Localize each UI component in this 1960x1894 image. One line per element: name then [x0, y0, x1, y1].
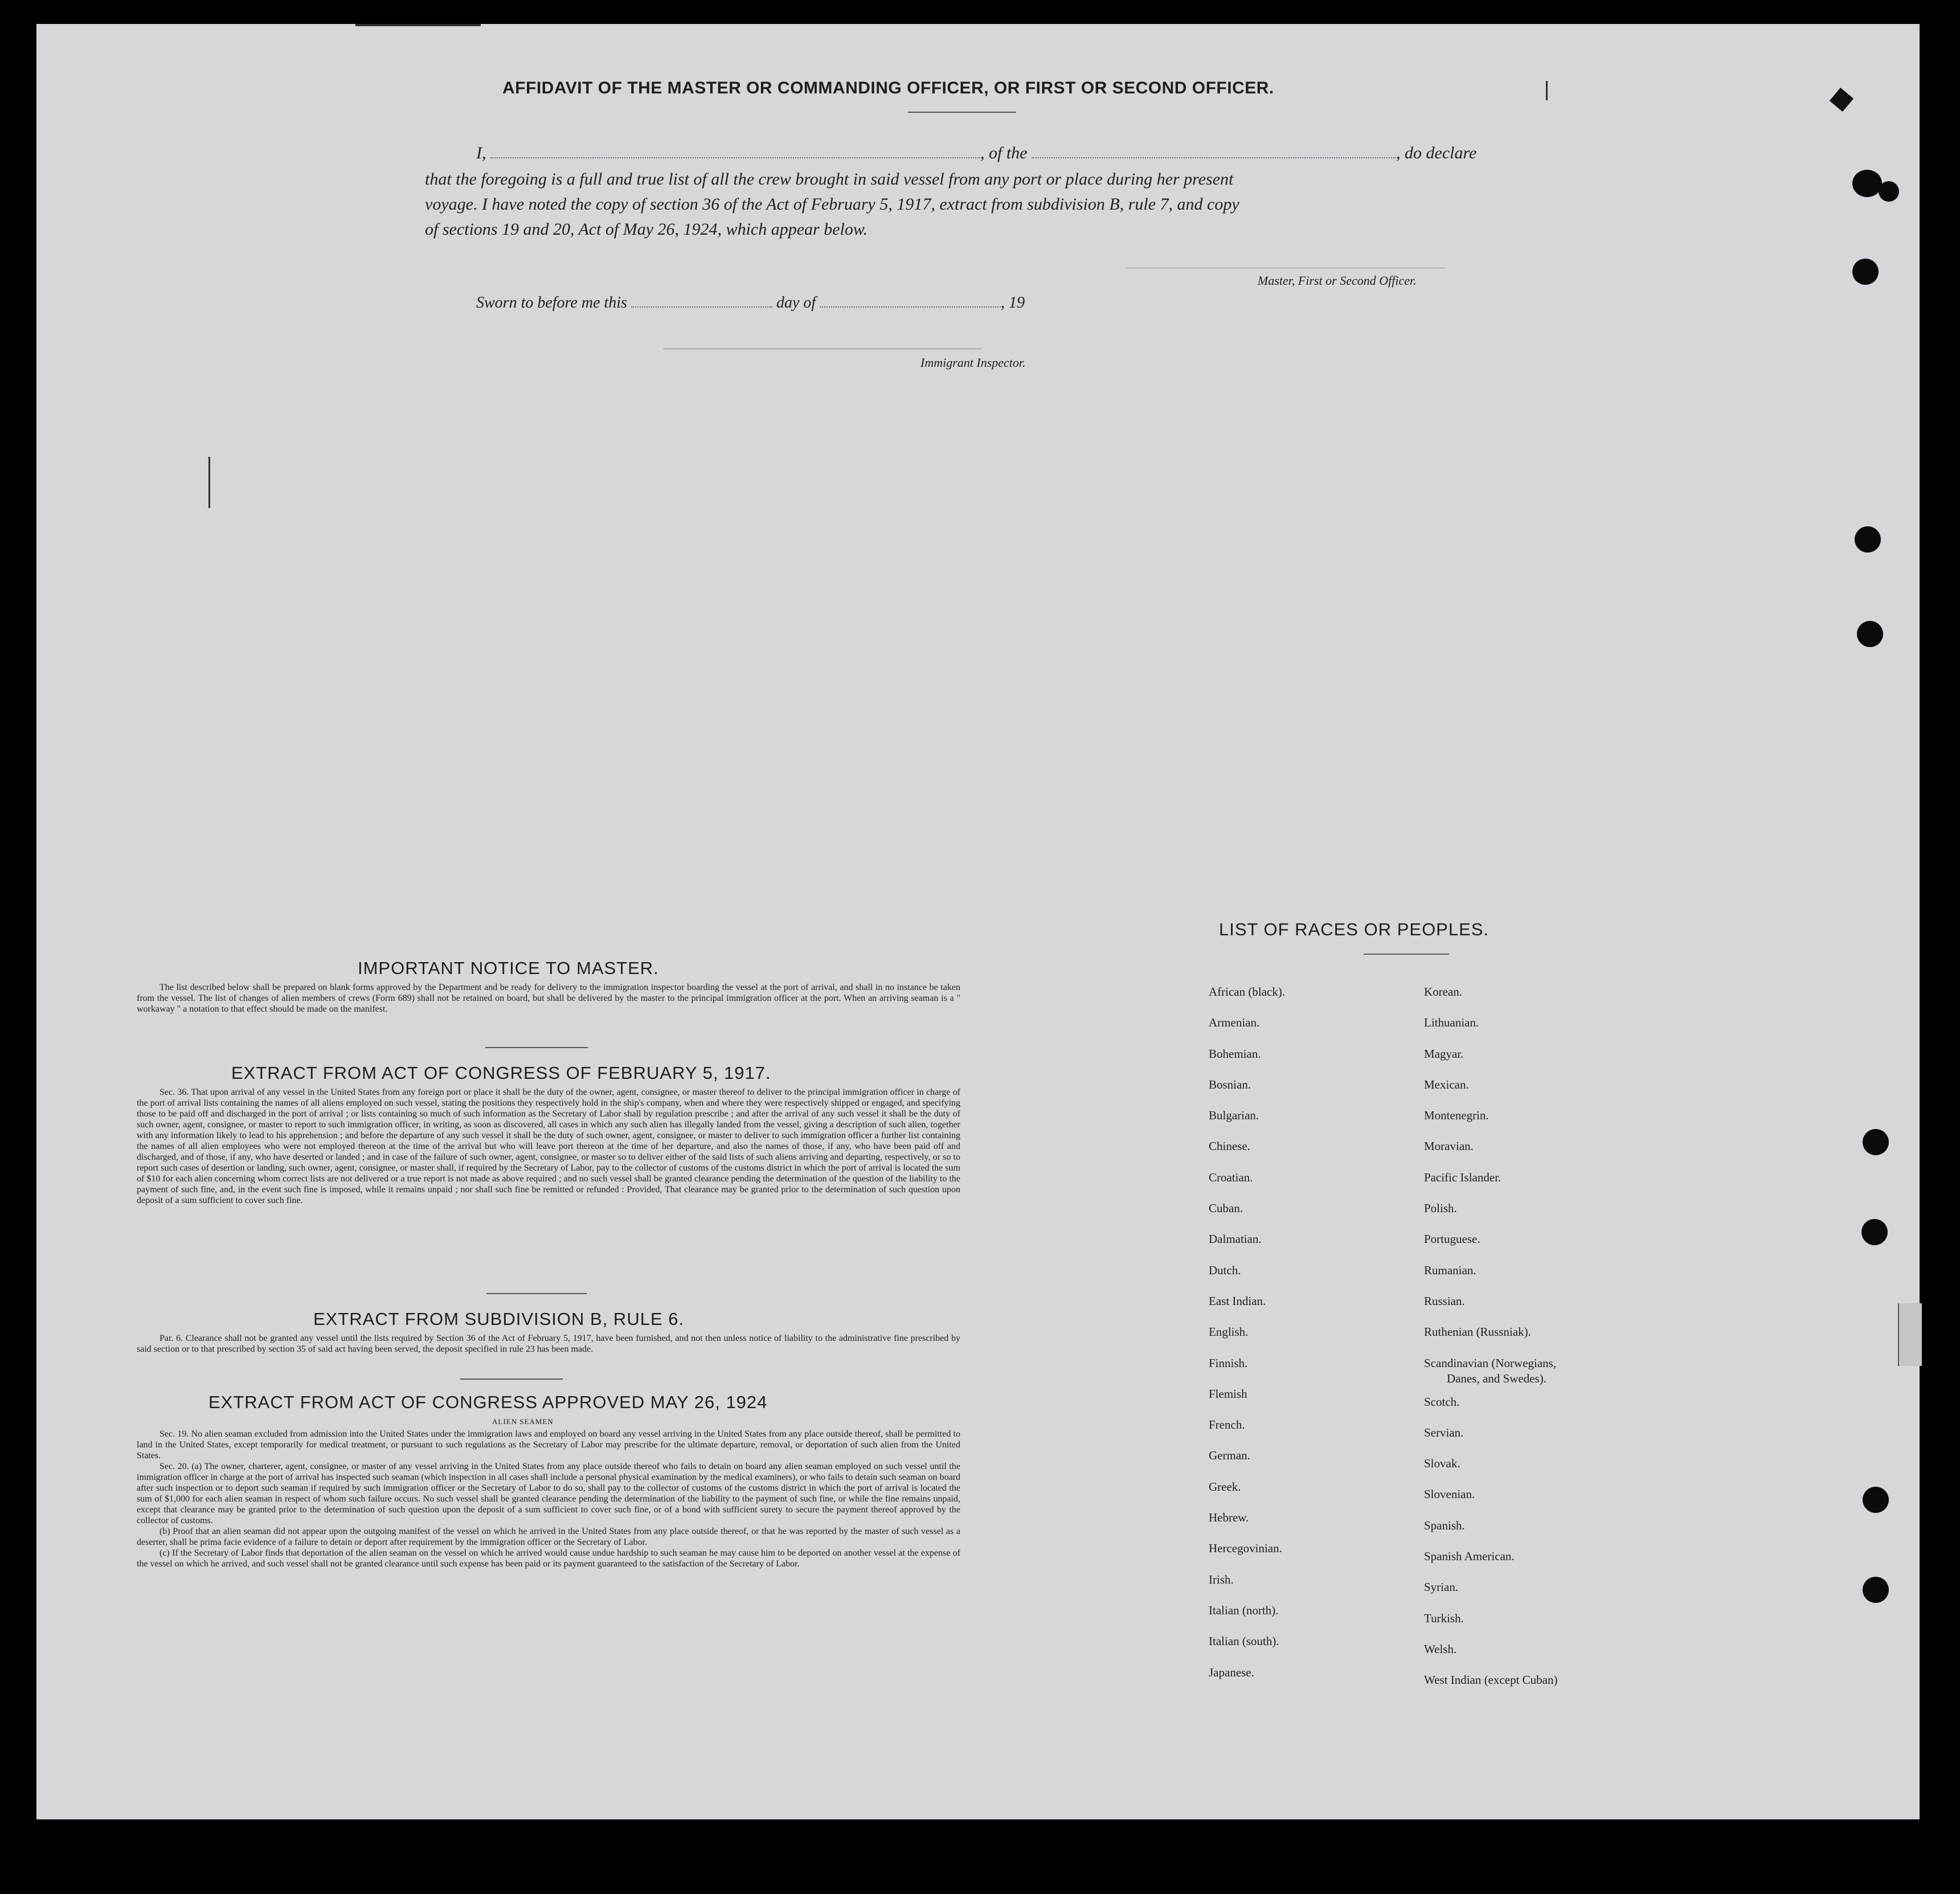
- races-left-column: [1209, 976, 1285, 1688]
- race-item: Bosnian.: [1209, 1077, 1251, 1091]
- punch-hole: [1857, 621, 1883, 647]
- race-item-continuation: Danes, and Swedes).: [1447, 1371, 1546, 1385]
- extract-1924-title: EXTRACT FROM ACT OF CONGRESS APPROVED MAY 26, 1924: [208, 1392, 768, 1412]
- affidavit-line-4: of sections 19 and 20, Act of May 26, 1924, which appear below.: [425, 220, 868, 239]
- extract-rule6-rule: [460, 1378, 563, 1380]
- race-item: Lithuanian.: [1424, 1016, 1479, 1030]
- sec-20b-text: (b) Proof that an alien seaman did not appear upon the outgoing manifest of the vessel on which he arrived in the United States from any place outside thereof, or that he was reported by the master of such vessel as a deserter, shall be prima facie evidence of a failure to detain or deport after requirement by the immigration officer or the Secretary of Labor.: [137, 1527, 960, 1547]
- sworn-line: [476, 294, 1025, 312]
- affidavit-line-1: [476, 144, 1476, 163]
- extract-1924-body: [137, 1429, 960, 1569]
- race-item: [1424, 1348, 1557, 1386]
- extract-rule6-title: EXTRACT FROM SUBDIVISION B, RULE 6.: [313, 1309, 685, 1329]
- punch-hole: [1863, 1487, 1889, 1513]
- race-item: Montenegrin.: [1424, 1108, 1489, 1123]
- declarant-prefix: I,: [476, 144, 486, 162]
- affidavit-line-3: voyage. I have noted the copy of section 36 of the Act of February 5, 1917, extract from subdivision B, rule 7, and copy: [425, 195, 1239, 214]
- race-item-line: Scandinavian (Norwegians,: [1424, 1356, 1557, 1370]
- affidavit-title-rule: [908, 112, 1016, 113]
- punch-hole: [1861, 1219, 1888, 1245]
- race-item: Bulgarian.: [1209, 1108, 1259, 1123]
- race-item: Portuguese.: [1424, 1232, 1480, 1246]
- affidavit-title: AFFIDAVIT OF THE MASTER OR COMMANDING OFFICER, OR FIRST OR SECOND OFFICER.: [502, 79, 1274, 97]
- race-item: Irish.: [1209, 1572, 1234, 1586]
- race-item: Chinese.: [1209, 1139, 1250, 1153]
- declarant-name-field[interactable]: [490, 157, 980, 158]
- race-item: Italian (south).: [1209, 1634, 1279, 1648]
- race-item: Bohemian.: [1209, 1046, 1261, 1061]
- top-pen-mark: [1546, 81, 1548, 100]
- race-item: Spanish.: [1424, 1518, 1465, 1532]
- race-item: Finnish.: [1209, 1356, 1248, 1370]
- race-item: Cuban.: [1209, 1201, 1243, 1216]
- do-declare-label: , do declare: [1396, 144, 1477, 162]
- sworn-month-field[interactable]: [820, 306, 1001, 308]
- extract-1924-subtitle: ALIEN SEAMEN: [492, 1417, 554, 1426]
- race-item: Servian.: [1424, 1425, 1464, 1439]
- race-item: Russian.: [1424, 1294, 1465, 1308]
- race-item: Ruthenian (Russniak).: [1424, 1325, 1531, 1339]
- race-item: African (black).: [1209, 985, 1286, 999]
- torn-edge-notch: [1898, 1303, 1922, 1366]
- punch-hole: [1863, 1577, 1889, 1603]
- race-item: Italian (north).: [1209, 1603, 1279, 1617]
- sec-19-text: Sec. 19. No alien seaman excluded from admission into the United States under the immigration laws and employed on board any vessel arriving in the United States from any place outside thereof, shall be permitted to land in the United States, except temporarily for medical treatment, or pursuant to such regulations as the Secretary of Labor may prescribe for the ultimate departure, removal, or deportation of such alien from the United States.: [137, 1429, 960, 1461]
- margin-tick-mark: [208, 457, 210, 508]
- race-item: Mexican.: [1424, 1077, 1469, 1091]
- race-item: Dalmatian.: [1209, 1232, 1262, 1246]
- race-item: Hercegovinian.: [1209, 1541, 1282, 1556]
- race-item: Hebrew.: [1209, 1511, 1249, 1525]
- race-item: Croatian.: [1209, 1170, 1253, 1184]
- race-item: Rumanian.: [1424, 1263, 1476, 1277]
- vessel-name-field[interactable]: [1032, 157, 1396, 158]
- notice-rule: [485, 1047, 588, 1048]
- of-the-label: , of the: [980, 144, 1028, 162]
- document-page: [36, 24, 1920, 1819]
- master-signature-label: Master, First or Second Officer.: [1258, 273, 1417, 288]
- race-item: Greek.: [1209, 1479, 1241, 1494]
- race-item: Slovenian.: [1424, 1487, 1475, 1502]
- punch-hole: [1852, 170, 1882, 197]
- notice-title: IMPORTANT NOTICE TO MASTER.: [358, 958, 659, 978]
- race-item: Scotch.: [1424, 1394, 1460, 1409]
- punch-hole: [1879, 181, 1899, 202]
- race-item: Flemish: [1209, 1386, 1247, 1401]
- extract-1917-rule: [486, 1293, 587, 1294]
- race-item: Welsh.: [1424, 1642, 1457, 1656]
- race-item: Japanese.: [1209, 1665, 1254, 1679]
- notice-body: The list described below shall be prepared on blank forms approved by the Department and be ready for delivery to the immigration inspector boarding the vessel at the port of arrival, and shall in no instance be taken from the vessel. The list of changes of alien members of crews (Form 689) shall not be retained on board, but shall be delivered by the master to the principal immigration officer at the port. When an arriving seaman is a " workaway " a notation to that effect should be made on the manifest.: [137, 983, 960, 1014]
- races-right-column: [1424, 976, 1557, 1696]
- race-item: English.: [1209, 1325, 1249, 1339]
- race-item: Korean.: [1424, 985, 1463, 999]
- year-prefix-label: , 19: [1001, 294, 1025, 312]
- extract-rule6-body: Par. 6. Clearance shall not be granted any vessel until the lists required by Section 36 of the Act of February 5, 1917, have been furnished, and not then unless notice of liability to the administrative fine prescribed by said section or to that prescribed by section 35 of said act having been served, the deposit specified in rule 23 has been made.: [137, 1333, 960, 1354]
- corner-ink-mark: [1830, 88, 1853, 112]
- sworn-day-field[interactable]: [631, 306, 772, 308]
- sworn-label: Sworn to before me this: [476, 294, 627, 312]
- race-item: East Indian.: [1209, 1294, 1266, 1308]
- races-title-rule: [1364, 954, 1449, 955]
- race-item: Polish.: [1424, 1201, 1457, 1216]
- sec-20c-text: (c) If the Secretary of Labor finds that deportation of the alien seaman on the vessel on which he arrived would cause undue hardship to such seaman he may cause him to be deported on another vessel at the expense of the vessel on which he arrived, and such vessel shall not be granted clearance until such expense has been paid or its payment guaranteed to the satisfaction of the Secretary of Labor.: [137, 1548, 960, 1569]
- race-item: Syrian.: [1424, 1580, 1459, 1594]
- extract-1917-body: Sec. 36. That upon arrival of any vessel in the United States from any foreign port or place it shall be the duty of the owner, agent, consignee, or master thereof to deliver to the principal immigration officer in charge of the port of arrival lists containing the names of all aliens employed on such vessel, stating the positions they respectively hold in the ship's company, when and where they were respectively shipped or engaged, and specifying those to be paid off and discharged in the port of arrival ; or lists containing so much of such information as the Secretary of Labor shall by regulation prescribe ; and after the arrival of any such vessel it shall be the duty of such owner, agent, consignee, or master to report to such immigration officer, in writing, as soon as discovered, all cases in which any such alien has illegally landed from the vessel, giving a description of such alien, together with any information likely to lead to his apprehension ; and before the departure of any such vessel it shall be the duty of such owner, agent, consignee, or master to deliver to such immigration officer a further list containing the names of all alien employees who were not employed thereon at the time of the arrival but who will leave port thereon at the time of her departure, and also the names of those, if any, who have been paid off and discharged, and of those, if any, who have deserted or landed ; and in case of the failure of such owner, agent, consignee, or master so to deliver either of the said lists of such aliens arriving and departing, respectively, or so to report such cases of desertion or landing, such owner, agent, consignee, or master shall, if required by the Secretary of Labor, pay to the collector of customs of the customs district in which the port of arrival is located the sum of $10 for each alien concerning whom correct lists are not delivered or a true report is not made as above required ; and no such vessel shall be granted clearance pending the determination of the question of the liability to the payment of such fine, and, in the event such fine is imposed, while it remains unpaid ; nor shall such fine be remitted or refunded : Provided, That clearance may be granted prior to the determination of such question upon deposit of a sum sufficient to cover such fine.: [137, 1087, 960, 1205]
- races-title: LIST OF RACES OR PEOPLES.: [1219, 919, 1490, 939]
- race-item: Magyar.: [1424, 1046, 1464, 1061]
- race-item: Dutch.: [1209, 1263, 1241, 1277]
- race-item: French.: [1209, 1418, 1245, 1432]
- race-item: Turkish.: [1424, 1611, 1464, 1625]
- affidavit-line-2: that the foregoing is a full and true list of all the crew brought in said vessel from any port or place during her present: [425, 170, 1234, 189]
- punch-hole: [1855, 526, 1881, 553]
- race-item: West Indian (except Cuban): [1424, 1673, 1558, 1687]
- punch-hole: [1852, 259, 1879, 285]
- punch-hole: [1863, 1129, 1889, 1155]
- race-item: Pacific Islander.: [1424, 1170, 1501, 1184]
- sec-20a-text: Sec. 20. (a) The owner, charterer, agent, consignee, or master of any vessel arriving in the United States from any place outside thereof who fails to detain on board any alien seaman employed on such vessel until the immigration officer in charge at the port of arrival has inspected such seaman (which inspection in all cases shall include a personal physical examination by the medical examiners), or who fails to detain such seaman on board after such inspection or to deport such seaman if required by such immigration officer or the Secretary of Labor to do so, shall pay to the collector of customs of the customs district in which the port of arrival is located the sum of $1,000 for each alien seaman in respect of whom such failure occurs. No such vessel shall be granted clearance pending the determination of the liability to the payment of such fine, or while the fine remains unpaid, except that clearance may be granted prior to the determination of such question upon the deposit of a sum sufficient to cover such fine, or of a bond with sufficient surety to secure the payment thereof approved by the collector of customs.: [137, 1462, 960, 1525]
- top-left-edge-mark: [355, 24, 481, 26]
- race-item: German.: [1209, 1449, 1250, 1463]
- inspector-signature-label: Immigrant Inspector.: [920, 355, 1026, 370]
- day-of-label: day of: [776, 294, 816, 312]
- race-item: Armenian.: [1209, 1016, 1260, 1030]
- extract-1917-title: EXTRACT FROM ACT OF CONGRESS OF FEBRUARY 5, 1917.: [231, 1063, 771, 1083]
- race-item: Spanish American.: [1424, 1549, 1515, 1564]
- race-item: Slovak.: [1424, 1457, 1460, 1471]
- race-item: Moravian.: [1424, 1139, 1474, 1153]
